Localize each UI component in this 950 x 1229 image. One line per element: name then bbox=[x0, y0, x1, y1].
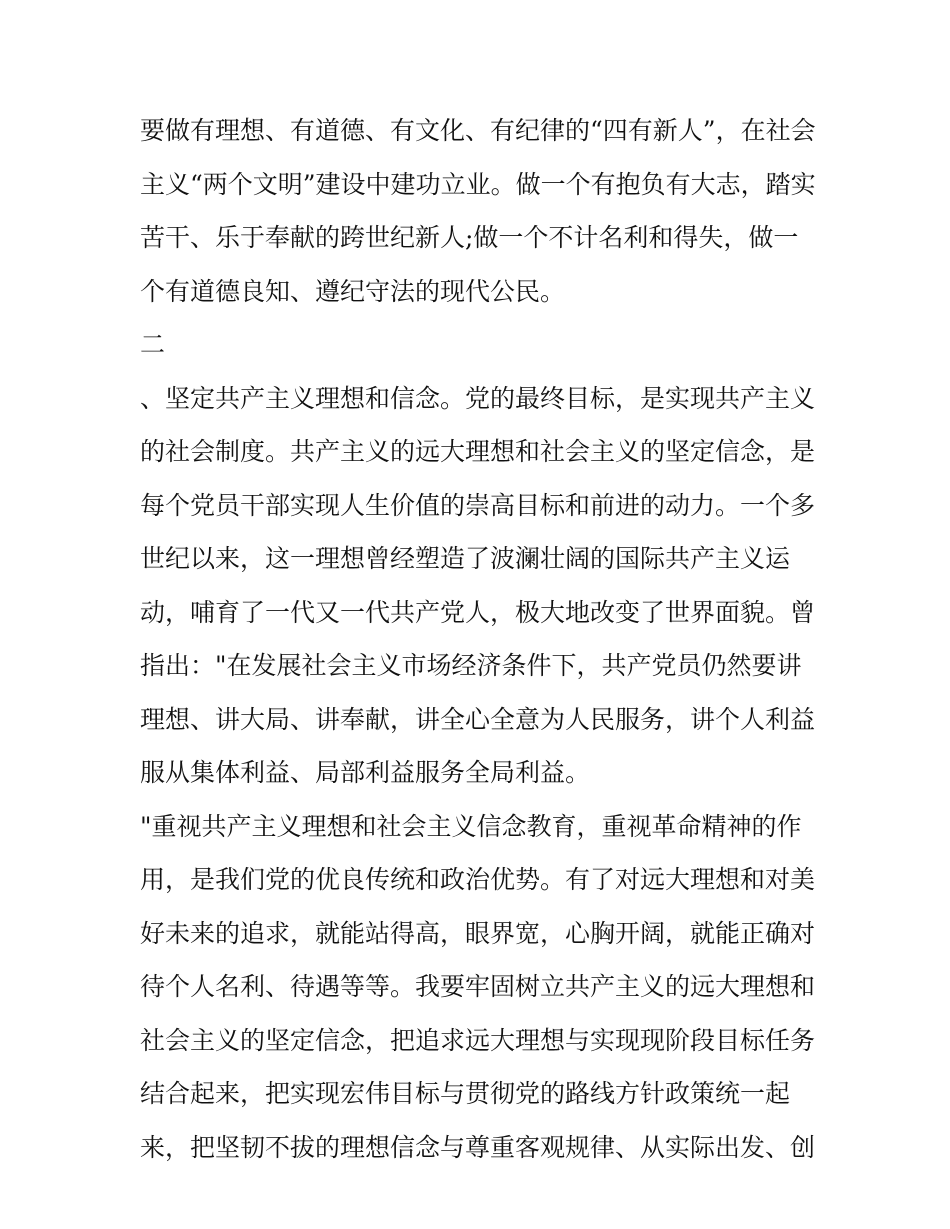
text-line: 每个党员干部实现人生价值的崇高目标和前进的动力。一个多 bbox=[140, 490, 816, 520]
text-line: "重视共产主义理想和社会主义信念教育，重视革命精神的作 bbox=[140, 811, 802, 841]
text-line: 个有道德良知、遵纪守法的现代公民。 bbox=[140, 276, 566, 306]
text-line: 世纪以来，这一理想曾经塑造了波澜壮阔的国际共产主义运 bbox=[140, 544, 791, 573]
text-line: 待个人名利、待遇等等。我要牢固树立共产主义的远大理想和 bbox=[140, 972, 816, 1001]
text-line: 理想、讲大局、讲奉献，讲全心全意为人民服务，讲个人利益 bbox=[140, 704, 816, 734]
section-number: 二 bbox=[140, 330, 166, 359]
text-line: 用，是我们党的优良传统和政治优势。有了对远大理想和对美 bbox=[140, 865, 816, 894]
text-line: 好未来的追求，就能站得高，眼界宽，心胸开阔，就能正确对 bbox=[140, 918, 816, 948]
text-line: 结合起来，把实现宏伟目标与贯彻党的路线方针政策统一起 bbox=[140, 1079, 791, 1108]
text-line: 社会主义的坚定信念，把追求远大理想与实现现阶段目标任务 bbox=[140, 1025, 816, 1055]
text-line: 来，把坚韧不拔的理想信念与尊重客观规律、从实际出发、创 bbox=[140, 1132, 816, 1162]
text-line: 指出："在发展社会主义市场经济条件下，共产党员仍然要讲 bbox=[140, 651, 802, 680]
text-line: 动，哺育了一代又一代共产党人，极大地改变了世界面貌。曾 bbox=[140, 597, 816, 627]
text-line: 要做有理想、有道德、有文化、有纪律的“四有新人”，在社会 bbox=[140, 116, 816, 145]
text-line: 的社会制度。共产主义的远大理想和社会主义的坚定信念，是 bbox=[140, 437, 816, 466]
text-line: 服从集体利益、局部利益服务全局利益。 bbox=[140, 758, 591, 787]
text-line: 苦干、乐于奉献的跨世纪新人;做一个不计名利和得失，做一 bbox=[140, 223, 799, 252]
text-line: 主义“两个文明”建设中建功立业。做一个有抱负有大志，踏实 bbox=[140, 169, 816, 199]
body-text bbox=[140, 104, 820, 1174]
text-line: 、坚定共产主义理想和信念。党的最终目标，是实现共产主义 bbox=[140, 383, 816, 413]
